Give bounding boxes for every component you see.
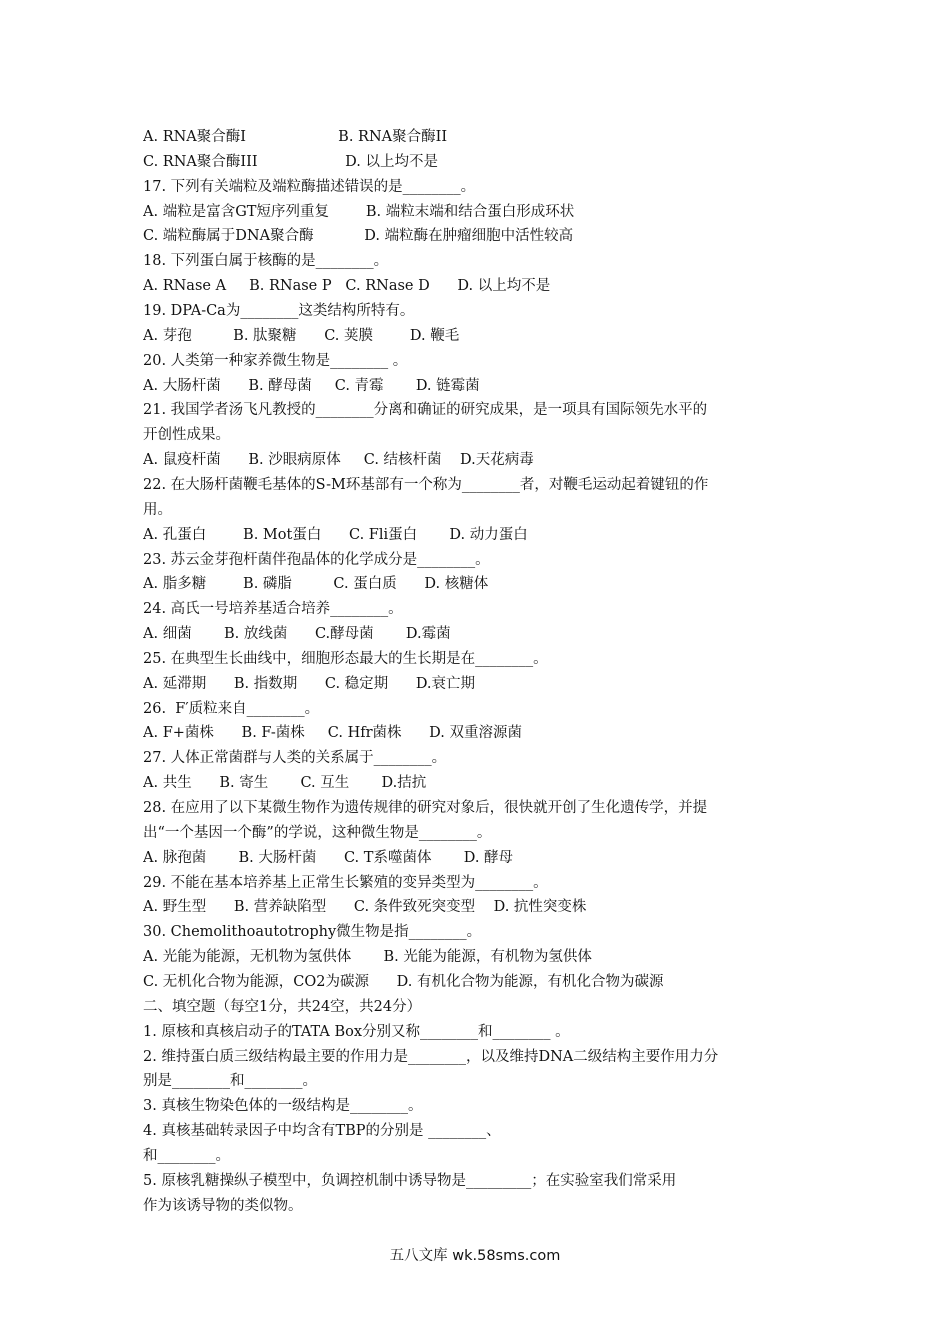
- text-line: 18. 下列蛋白属于核酶的是________。: [143, 253, 389, 270]
- text-line: 20. 人类第一种家养微生物是________ 。: [143, 352, 408, 369]
- text-line: A. 鼠疫杆菌 B. 沙眼病原体 C. 结核杆菌 D.天花病毒: [143, 452, 534, 469]
- text-line: A. 端粒是富含GT短序列重复 B. 端粒末端和结合蛋白形成环状: [143, 203, 575, 220]
- text-line: A. 共生 B. 寄生 C. 互生 D.拮抗: [143, 775, 427, 792]
- text-line: C. RNA聚合酶III D. 以上均不是: [143, 153, 438, 170]
- text-line: 1. 原核和真核启动子的TATA Box分别又称________和________ 。: [143, 1023, 570, 1040]
- text-line: A. 大肠杆菌 B. 酵母菌 C. 青霉 D. 链霉菌: [143, 377, 480, 394]
- text-line: 29. 不能在基本培养基上正常生长繁殖的变异类型为________。: [143, 874, 548, 891]
- text-line: 17. 下列有关端粒及端粒酶描述错误的是________。: [143, 178, 476, 195]
- text-line: 27. 人体正常菌群与人类的关系属于________。: [143, 750, 447, 767]
- text-line: 别是________和________。: [143, 1073, 317, 1090]
- text-line: 28. 在应用了以下某微生物作为遗传规律的研究对象后，很快就开创了生化遗传学，并提: [143, 800, 708, 816]
- text-line: A. RNase A B. RNase P C. RNase D D. 以上均不是: [143, 278, 551, 295]
- text-line: 19. DPA-Ca为________这类结构所特有。: [143, 303, 415, 319]
- text-line: 22. 在大肠杆菌鞭毛基体的S-M环基部有一个称为________者，对鞭毛运动起着键钮的作: [143, 476, 709, 493]
- text-line: A. F+菌株 B. F-菌株 C. Hfr菌株 D. 双重溶源菌: [143, 725, 523, 742]
- text-line: 5. 原核乳糖操纵子模型中，负调控机制中诱导物是_________；在实验室我们常采用: [143, 1172, 677, 1189]
- text-line: C. 无机化合物为能源，CO2为碳源 D. 有机化合物为能源，有机化合物为碳源: [143, 973, 664, 990]
- text-line: 2. 维持蛋白质三级结构最主要的作用力是________，以及维持DNA二级结构主要作用力分: [143, 1048, 719, 1065]
- text-line: 30. Chemolithoautotrophy微生物是指________。: [143, 924, 482, 941]
- text-line: 21. 我国学者汤飞凡教授的________分离和确证的研究成果，是一项具有国际领先水平的: [143, 402, 708, 419]
- text-line: A. 孔蛋白 B. Mot蛋白 C. Fli蛋白 D. 动力蛋白: [143, 526, 528, 543]
- text-line: C. 端粒酶属于DNA聚合酶 D. 端粒酶在肿瘤细胞中活性较高: [143, 228, 574, 245]
- text-line: 出“一个基因一个酶”的学说，这种微生物是________。: [143, 824, 492, 841]
- text-line: 3. 真核生物染色体的一级结构是________。: [143, 1098, 423, 1115]
- text-line: 23. 苏云金芽孢杆菌伴孢晶体的化学成分是________。: [143, 551, 490, 568]
- text-line: 二、填空题（每空1分，共24空，共24分）: [143, 998, 422, 1015]
- text-line: A. 细菌 B. 放线菌 C.酵母菌 D.霉菌: [143, 626, 451, 642]
- text-line: A. 芽孢 B. 肽聚糖 C. 荚膜 D. 鞭毛: [143, 327, 460, 344]
- text-line: 作为该诱导物的类似物。: [143, 1197, 303, 1214]
- text-line: A. 延滞期 B. 指数期 C. 稳定期 D.衰亡期: [143, 675, 476, 692]
- text-line: A. 脂多糖 B. 磷脂 C. 蛋白质 D. 核糖体: [143, 576, 489, 593]
- text-line: 4. 真核基础转录因子中均含有TBP的分别是 ________、: [143, 1123, 501, 1139]
- footer-watermark: 五八文库 wk.58sms.com: [389, 1248, 561, 1264]
- text-line: A. RNA聚合酶I B. RNA聚合酶II: [143, 129, 448, 145]
- text-line: A. 脉孢菌 B. 大肠杆菌 C. T系噬菌体 D. 酵母: [143, 849, 514, 866]
- text-line: A. 光能为能源，无机物为氢供体 B. 光能为能源，有机物为氢供体: [143, 949, 592, 966]
- text-line: 24. 高氏一号培养基适合培养________。: [143, 601, 403, 618]
- text-line: 用。: [143, 501, 172, 518]
- text-line: 开创性成果。: [143, 427, 230, 444]
- text-line: 25. 在典型生长曲线中，细胞形态最大的生长期是在________。: [143, 650, 548, 667]
- text-line: 26. F′质粒来自________。: [143, 700, 320, 717]
- text-line: 和________。: [143, 1147, 230, 1164]
- text-line: A. 野生型 B. 营养缺陷型 C. 条件致死突变型 D. 抗性突变株: [143, 899, 587, 916]
